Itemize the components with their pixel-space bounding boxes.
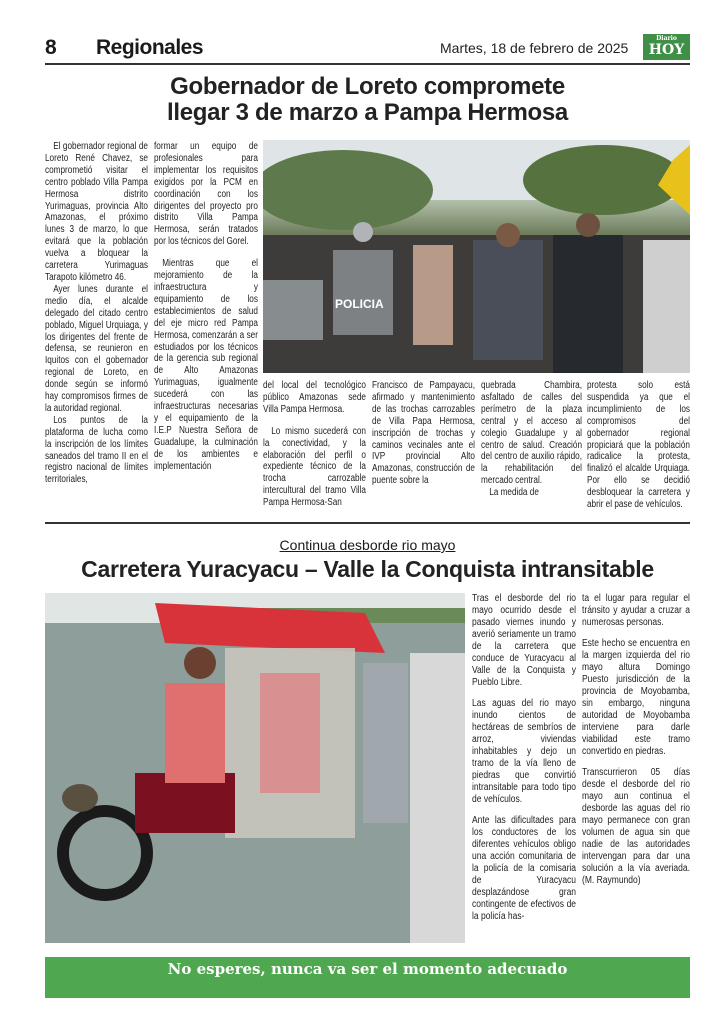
logo-big-text: HOY	[648, 42, 685, 58]
logo-small-text: Diario	[656, 35, 677, 42]
article1-column-3	[263, 380, 366, 509]
article1-column-4	[372, 380, 475, 487]
paragraph: Los puntos de la plataforma de lucha como la inscripción de los límites saneados del tramo II en el registro nacional de límites territoriales,	[45, 414, 148, 486]
paragraph: formar un equipo de profesionales para implementar los requisitos exigidos por la PCM en coordinación con los dirigentes del proyecto pro distrito Villa Pampa Hermosa, serán tratados por los técnicos del Gorel.	[154, 141, 258, 248]
paragraph: Las aguas del rio mayo inundo cientos de hectáreas de sembríos de arroz, viviendas inhabitables y dejo un tramo de la vía lleno de piedras que convirtió intransitable para todo tipo de vehículos.	[472, 698, 577, 805]
headline-line: llegar 3 de marzo a Pampa Hermosa	[167, 99, 568, 126]
paragraph: La medida de	[489, 487, 539, 499]
article2-kicker: Continua desborde rio mayo	[279, 537, 456, 553]
article-divider	[45, 522, 690, 524]
paragraph: protesta solo está suspendida ya que el incumplimiento de los compromisos del gobernador regional propiciará que la población radicalice la protesta, finalizó el alcalde Urquiaga. Por ello se decidió desbloquear la carretera y abrir el pase de vehículos.	[587, 380, 690, 511]
paragraph: Ayer lunes durante el medio día, el alcalde delegado del citado centro poblado, Miguel Urquiaga, y los dirigentes del frente de defensa, se reunieron en Iquitos con el gobernador regional de Loreto, en donde según se informó hay compromisos firmes de la autoridad regional.	[45, 283, 148, 414]
photo-scene	[263, 140, 690, 373]
paragraph: Mientras que el mejoramiento de la infraestructura y equipamiento de los establecimientos de salud del eje micro red Pampa Hermosa, comenzarán a ser estudiados por los técnicos de la gerencia sub regional de Alto Amazonas Yurimaguas, igualmente sucederá con las infraestructuras necesarias y el equipamiento de la I.E.P Nuestra Señora de Guadalupe, la culminación de los ambientes e implementación	[154, 258, 258, 472]
article1-column-1	[45, 141, 148, 486]
paragraph: Francisco de Pampayacu, afirmado y mantenimiento de las trochas carrozables de Villa Papa Hermosa, inscripción de trochas y caminos vecinales ante el IVP provincial Alto Amazonas, construcción de puente sobre la	[372, 380, 475, 487]
banner-text: No esperes, nunca va ser el momento adecuado	[167, 960, 568, 978]
section-title: Regionales	[96, 36, 204, 59]
issue-date: Martes, 18 de febrero de 2025	[440, 40, 629, 56]
article2-photo-flooded-road	[45, 593, 465, 943]
article1-photo-police-protest	[263, 140, 690, 373]
headline-line: Gobernador de Loreto compromete	[170, 73, 565, 100]
header-divider	[45, 63, 690, 65]
photo-scene	[45, 593, 465, 943]
slogan-banner	[45, 957, 690, 998]
paragraph: quebrada Chambira, asfaltado de calles del perímetro de la plaza central y el acceso al colegio Guadalupe y al centro de salud. Creación del centro de auxilio rápido, la rehabilitación del mercado central.	[481, 380, 583, 487]
page-number: 8	[45, 36, 57, 59]
paragraph: Ante las dificultades para los conductores de los diferentes vehículos obligo una acción comunitaria de la policía de la comisaria de Yuracyacu desplazándose gran contingente de efectivos de la policía has-	[472, 815, 577, 922]
article1-column-2	[154, 141, 258, 472]
paragraph: Transcurrieron 05 días desde el desborde del rio mayo aun continua el desborde las aguas del rio mayo permanece con gran volumen de agua sin que nadie de las autoridades intervengan para dar una solución a la vía averiada. (M. Raymundo)	[582, 767, 690, 886]
article2-column-2	[582, 593, 690, 887]
article1-headline	[45, 74, 690, 126]
paragraph: El gobernador regional de Loreto René Chavez, se comprometió visitar el centro poblado Villa Pampa Hermosa distrito Yurimaguas, provincia Alto Amazonas, el próximo lunes 3 de marzo, lo que evitará que la población vuelva a bloquear la carretera Yurimaguas Tarapoto kilómetro 46.	[45, 141, 148, 283]
article1-column-6	[587, 380, 690, 511]
photo-sign-text: POLICIA	[335, 297, 384, 311]
paragraph: Tras el desborde del rio mayo ocurrido desde el pasado viernes inundo y averió seriamente un tramo de la carretera que conduce de Yuracyacu al Valle de la Conquista y Pueblo Libre.	[472, 593, 577, 688]
paragraph: del local del tecnológico público Amazonas sede Villa Pampa Hermosa.	[263, 380, 366, 415]
paragraph: Este hecho se encuentra en la margen izquierda del rio mayo altura Domingo Puesto jurisdicción de la provincia de Moyobamba, sin embargo, ninguna autoridad de Moyobamba interviene para darle viabilidad este tramo convertido en piedras.	[582, 638, 690, 757]
article2-headline: Carretera Yuracyacu – Valle la Conquista intransitable	[81, 556, 654, 582]
newspaper-logo	[643, 34, 690, 60]
paragraph: Lo mismo sucederá con la conectividad, y la elaboración del perfil o expediente técnico de la trocha carrozable intercultural del tramo Villa Pampa Hermosa-San	[263, 425, 366, 509]
article2-column-1	[472, 593, 576, 923]
article1-column-5	[481, 380, 582, 499]
paragraph: ta el lugar para regular el tránsito y ayudar a cruzar a numerosas personas.	[582, 593, 690, 628]
